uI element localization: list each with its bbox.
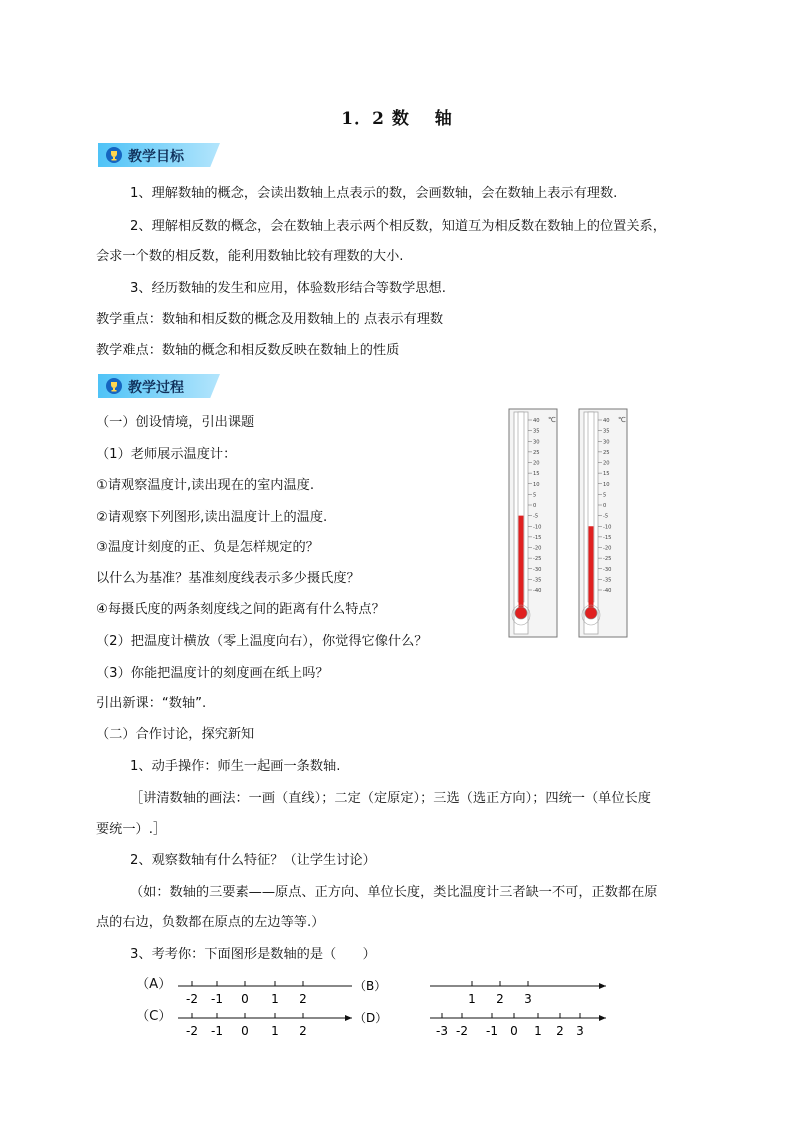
- thermometer-liquid: [589, 526, 594, 613]
- process-line: ④每摄氏度的两条刻度线之间的距离有什么特点？: [96, 602, 385, 617]
- thermometer-tick-label: 30: [603, 439, 610, 446]
- axis-tick-label: 1: [468, 992, 476, 1006]
- process-line: 3、考考你：下面图形是数轴的是（ ）: [130, 947, 376, 962]
- thermometer-tick-label: -15: [603, 534, 612, 541]
- option-a-label: （A）: [136, 977, 172, 992]
- thermometer-tick-label: -10: [533, 524, 542, 531]
- axis-tick-label: 2: [496, 992, 504, 1006]
- thermometer-bulb: [585, 607, 597, 619]
- thermometer-unit: ℃: [618, 416, 626, 424]
- axis-tick-label: -1: [211, 1024, 223, 1038]
- option-label: （B）: [354, 979, 387, 993]
- axis-tick-label: 0: [241, 992, 249, 1006]
- number-line-d: [430, 1006, 610, 1040]
- process-line: 1、动手操作：师生一起画一条数轴.: [130, 759, 341, 774]
- axis-tick-label: 3: [524, 992, 532, 1006]
- thermometer-tick-label: 20: [603, 460, 610, 467]
- thermometer-tick-label: 35: [533, 428, 540, 435]
- trophy-icon: [106, 378, 122, 394]
- thermometer-tick-label: 25: [603, 449, 610, 456]
- process-line: （一）创设情境，引出课题: [96, 415, 255, 430]
- thermometer-tick-label: 40: [603, 418, 610, 424]
- axis-tick-label: 0: [241, 1024, 249, 1038]
- axis-tick-label: 2: [299, 1024, 307, 1038]
- thermometer-tick-label: 25: [533, 449, 540, 456]
- key-point: 教学重点：数轴和相反数的概念及用数轴上的 点表示有理数: [96, 312, 444, 327]
- process-line: ①请观察温度计,读出现在的室内温度.: [96, 478, 315, 493]
- process-line: 2、观察数轴有什么特征？（让学生讨论）: [130, 853, 376, 868]
- axis-tick-label: 1: [271, 1024, 279, 1038]
- thermometer-tick-label: -35: [603, 577, 612, 584]
- goal-2-line1: 2、理解相反数的概念，会在数轴上表示两个相反数，知道互为相反数在数轴上的位置关系，: [130, 219, 666, 234]
- axis-tick-label: -1: [486, 1024, 498, 1038]
- thermometer-tick-label: 15: [603, 471, 610, 478]
- trophy-icon: [106, 147, 122, 163]
- thermometer-tick-label: -35: [533, 577, 542, 584]
- axis-tick-label: 3: [576, 1024, 584, 1038]
- thermometer-unit: ℃: [548, 416, 556, 424]
- axis-tick-label: 2: [556, 1024, 564, 1038]
- thermometer-tick-label: 40: [533, 418, 540, 424]
- number-line-c: [178, 1006, 388, 1040]
- process-line: 要统一）.］: [96, 822, 167, 837]
- thermometer-tick-label: 5: [533, 492, 537, 499]
- thermometer-left: [508, 408, 558, 638]
- axis-tick-label: 1: [271, 992, 279, 1006]
- process-line: ③温度计刻度的正、负是怎样规定的？: [96, 540, 319, 555]
- goal-1: 1、理解数轴的概念，会读出数轴上点表示的数，会画数轴，会在数轴上表示有理数.: [130, 186, 618, 201]
- thermometer-tick-label: -15: [533, 534, 542, 541]
- thermometer-bulb: [515, 607, 527, 619]
- process-line: 以什么为基准？基准刻度线表示多少摄氏度？: [96, 571, 360, 586]
- process-line: ②请观察下列图形,读出温度计上的温度.: [96, 510, 328, 525]
- section-title-process: 教学过程: [128, 380, 184, 396]
- thermometer-tick-label: -10: [603, 524, 612, 531]
- axis-tick-label: -2: [186, 992, 198, 1006]
- process-line: 引出新课：“数轴”.: [96, 696, 207, 711]
- axis-tick-label: 1: [534, 1024, 542, 1038]
- process-line: （3）你能把温度计的刻度画在纸上吗？: [96, 666, 329, 681]
- process-line: ［讲清数轴的画法：一画（直线）；二定（定原定）；三选（选正方向）；四统一（单位长度: [130, 791, 651, 806]
- option-label: （D）: [354, 1011, 388, 1025]
- process-line: （如：数轴的三要素——原点、正方向、单位长度，类比温度计三者缺一不可，正数都在原: [130, 885, 658, 900]
- thermometer-tick-label: 10: [603, 481, 610, 488]
- axis-arrow: [599, 1015, 606, 1021]
- thermometer-tick-label: 0: [603, 503, 607, 509]
- axis-tick-label: -2: [186, 1024, 198, 1038]
- thermometer-tick-label: -25: [533, 556, 542, 563]
- process-line: （二）合作讨论，探究新知: [96, 727, 255, 742]
- thermometer-tick-label: -40: [533, 588, 542, 594]
- axis-tick-label: 2: [299, 992, 307, 1006]
- thermometer-tick-label: -5: [533, 513, 539, 520]
- thermometer-tick-label: -30: [533, 566, 542, 573]
- thermometer-tick-label: -20: [603, 545, 612, 552]
- section-header-goals: [98, 143, 222, 169]
- thermometer-tick-label: -40: [603, 588, 612, 594]
- thermometer-tick-label: -20: [533, 545, 542, 552]
- thermometer-tick-label: 15: [533, 471, 540, 478]
- process-line: 点的右边，负数都在原点的左边等等.）: [96, 915, 325, 930]
- thermometer-right: [578, 408, 628, 638]
- axis-tick-label: -1: [211, 992, 223, 1006]
- thermometer-tick-label: 10: [533, 481, 540, 488]
- thermometer-tick-label: 35: [603, 428, 610, 435]
- thermometer-tick-label: -5: [603, 513, 609, 520]
- thermometer-tick-label: -30: [603, 566, 612, 573]
- axis-tick-label: -3: [436, 1024, 448, 1038]
- number-line-a: [178, 974, 387, 1008]
- axis-tick-label: -2: [456, 1024, 468, 1038]
- thermometer-tick-label: 30: [533, 439, 540, 446]
- process-line: （1）老师展示温度计：: [96, 447, 237, 462]
- axis-arrow: [345, 1015, 352, 1021]
- option-c-label: （C）: [136, 1009, 172, 1024]
- thermometer-tick-label: -25: [603, 556, 612, 563]
- process-line: （2）把温度计横放（零上温度向右），你觉得它像什么？: [96, 634, 428, 649]
- section-header-process: [98, 374, 222, 400]
- axis-tick-label: 0: [510, 1024, 518, 1038]
- thermometer-tick-label: 20: [533, 460, 540, 467]
- page-title: 1．2 数 轴: [341, 109, 453, 129]
- thermometer-tick-label: 5: [603, 492, 607, 499]
- number-line-b: [430, 974, 610, 1008]
- section-title-goals: 教学目标: [128, 149, 184, 165]
- difficulty-point: 教学难点：数轴的概念和相反数反映在数轴上的性质: [96, 343, 400, 358]
- goal-3: 3、经历数轴的发生和应用，体验数形结合等数学思想.: [130, 281, 446, 296]
- thermometer-tick-label: 0: [533, 503, 537, 509]
- thermometer-liquid: [519, 516, 524, 613]
- goal-2-line2: 会求一个数的相反数，能利用数轴比较有理数的大小.: [96, 249, 404, 264]
- axis-arrow: [599, 983, 606, 989]
